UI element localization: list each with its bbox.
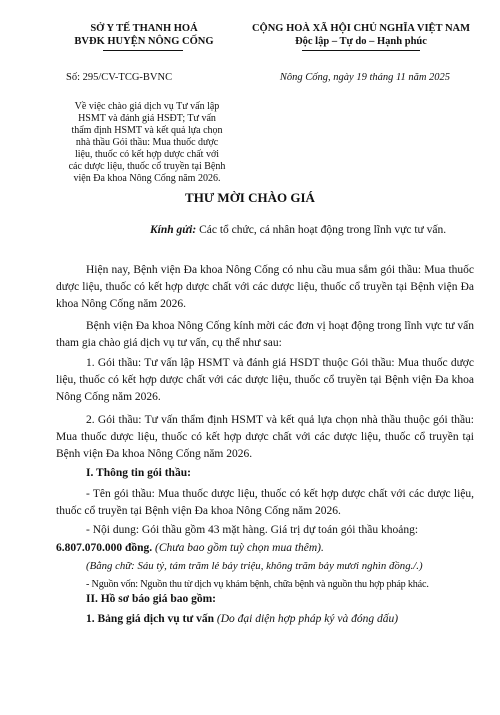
recipient-line bbox=[150, 224, 446, 236]
subject-line: thẩm định HSMT và kết quả lựa chọn bbox=[71, 125, 223, 136]
item-1-label: 1. Bảng giá dịch vụ tư vấn bbox=[86, 613, 214, 625]
amount-note: (Chưa bao gồm tuỳ chọn mua thêm). bbox=[155, 542, 324, 554]
paragraph-package-1: 1. Gói thầu: Tư vấn lập HSMT và đánh giá HSDT thuộc Gói thầu: Mua thuốc dược liệu, thuốc có kết hợp dược chất với các dược liệu, thuốc cổ truyền tại Bệnh viện Đa khoa Nông Cống năm 2026. bbox=[56, 357, 474, 403]
paragraph-package-name: - Tên gói thầu: Mua thuốc dược liệu, thuốc có kết hợp dược chất với các dược liệu, thuốc cổ truyền tại Bệnh viện Đa khoa Nông Cống năm 2026. bbox=[56, 488, 474, 517]
nation-line-1: CỘNG HOÀ XÃ HỘI CHỦ NGHĨA VIỆT NAM bbox=[251, 23, 471, 34]
document-title: THƯ MỜI CHÀO GIÁ bbox=[185, 190, 315, 205]
subject-line: các dược liệu, thuốc cổ truyền tại Bệnh bbox=[68, 161, 226, 172]
document-subject bbox=[44, 101, 250, 185]
section-1-heading: I. Thông tin gói thầu: bbox=[86, 467, 191, 479]
org-line-2: BVĐK HUYỆN NÔNG CỐNG bbox=[74, 36, 214, 47]
subject-line: nhà thầu Gói thầu: Mua thuốc dược bbox=[75, 137, 219, 148]
org-line-1: SỞ Y TẾ THANH HOÁ bbox=[90, 23, 198, 34]
item-1-note: (Do đại diện hợp pháp ký và đóng dấu) bbox=[216, 613, 399, 625]
nation-line-2: Độc lập – Tự do – Hạnh phúc bbox=[295, 36, 427, 47]
recipient-text: Các tổ chức, cá nhân hoạt động trong lĩnh vực tư vấn. bbox=[199, 224, 447, 236]
amount-in-words: (Bằng chữ: Sáu tỷ, tám trăm lẻ bảy triệu, không trăm bảy mươi nghìn đồng./.) bbox=[86, 560, 423, 572]
document-number: Số: 295/CV-TCG-BVNC bbox=[66, 72, 173, 83]
section-2-heading: II. Hồ sơ báo giá bao gồm: bbox=[86, 593, 217, 605]
subject-line: Về việc chào giá dịch vụ Tư vấn lập bbox=[74, 101, 220, 112]
paragraph-funding: - Nguồn vốn: Nguồn thu từ dịch vụ khám bệnh, chữa bệnh và nguồn thu hợp pháp khác. bbox=[86, 579, 429, 590]
org-underline bbox=[103, 50, 183, 51]
document-date: Nông Cống, ngày 19 tháng 11 năm 2025 bbox=[279, 72, 451, 83]
motto-underline bbox=[302, 50, 420, 51]
paragraph-intro: Hiện nay, Bệnh viện Đa khoa Nông Cống có nhu cầu mua sắm gói thầu: Mua thuốc dược liệu, thuốc có kết hợp dược chất với các dược liệu, thuốc cổ truyền tại Bệnh viện Đa khoa Nông Cống năm 2026. bbox=[56, 264, 474, 310]
nation-header bbox=[236, 22, 486, 48]
recipient-label: Kính gửi: bbox=[150, 224, 197, 236]
subject-line: viện Đa khoa Nông Cống năm 2026. bbox=[73, 173, 221, 184]
subject-line: HSMT và đánh giá HSĐT; Tư vấn bbox=[78, 113, 216, 124]
amount-line bbox=[56, 540, 474, 557]
paragraph-package-2: 2. Gói thầu: Tư vấn thẩm định HSMT và kết quả lựa chọn nhà thầu thuộc gói thầu: Mua thuốc dược liệu, thuốc có kết hợp dược chất với các dược liệu, thuốc cổ truyền tại Bệnh viện Đa khoa Nông Cống năm 2026. bbox=[56, 414, 474, 460]
paragraph-invitation: Bệnh viện Đa khoa Nông Cống kính mời các đơn vị hoạt động trong lĩnh vực tư vấn tham gia chào giá dịch vụ tư vấn, cụ thể như sau: bbox=[56, 320, 474, 349]
amount-value: 6.807.070.000 đồng. bbox=[56, 542, 153, 554]
subject-line: liệu, thuốc có kết hợp dược chất với bbox=[74, 149, 220, 160]
item-1-line bbox=[86, 611, 476, 628]
paragraph-content: - Nội dung: Gói thầu gồm 43 mặt hàng. Giá trị dự toán gói thầu khoảng: bbox=[86, 524, 419, 536]
organization-header bbox=[44, 22, 244, 48]
